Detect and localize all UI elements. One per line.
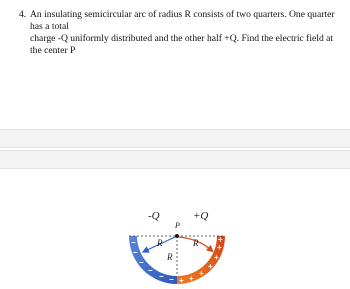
svg-text:+: + [214,253,219,262]
svg-text:+: + [217,243,222,252]
svg-text:−: − [169,275,174,284]
semicircle-arc-figure [115,205,235,289]
svg-text:−: − [148,266,153,275]
question-line-1: An insulating semicircular arc of radius R consists of two quarters. One quarter has a total [30,9,335,32]
label-positive-charge: +Q [193,210,209,222]
answer-field-1[interactable] [0,129,350,148]
label-radius-down: R [167,252,173,262]
label-radius-right: R [193,238,199,248]
answer-field-2[interactable] [0,150,350,169]
label-radius-left: R [157,238,163,248]
svg-text:+: + [218,235,223,244]
svg-text:+: + [208,262,213,271]
label-negative-charge: -Q [148,210,160,222]
svg-text:−: − [139,258,144,267]
svg-text:+: + [189,274,194,283]
question-number: 4. [19,9,27,20]
svg-text:+: + [179,276,184,285]
svg-text:−: − [159,272,164,281]
arc-diagram [115,205,235,289]
svg-text:−: − [133,248,138,257]
question-text [19,9,346,57]
label-center-p: P [175,221,180,230]
center-point [175,234,179,238]
question-line-2: charge -Q uniformly distributed and the other half +Q. Find the electric field at the center P [30,33,334,56]
svg-text:−: − [131,238,136,247]
svg-text:+: + [199,269,204,278]
